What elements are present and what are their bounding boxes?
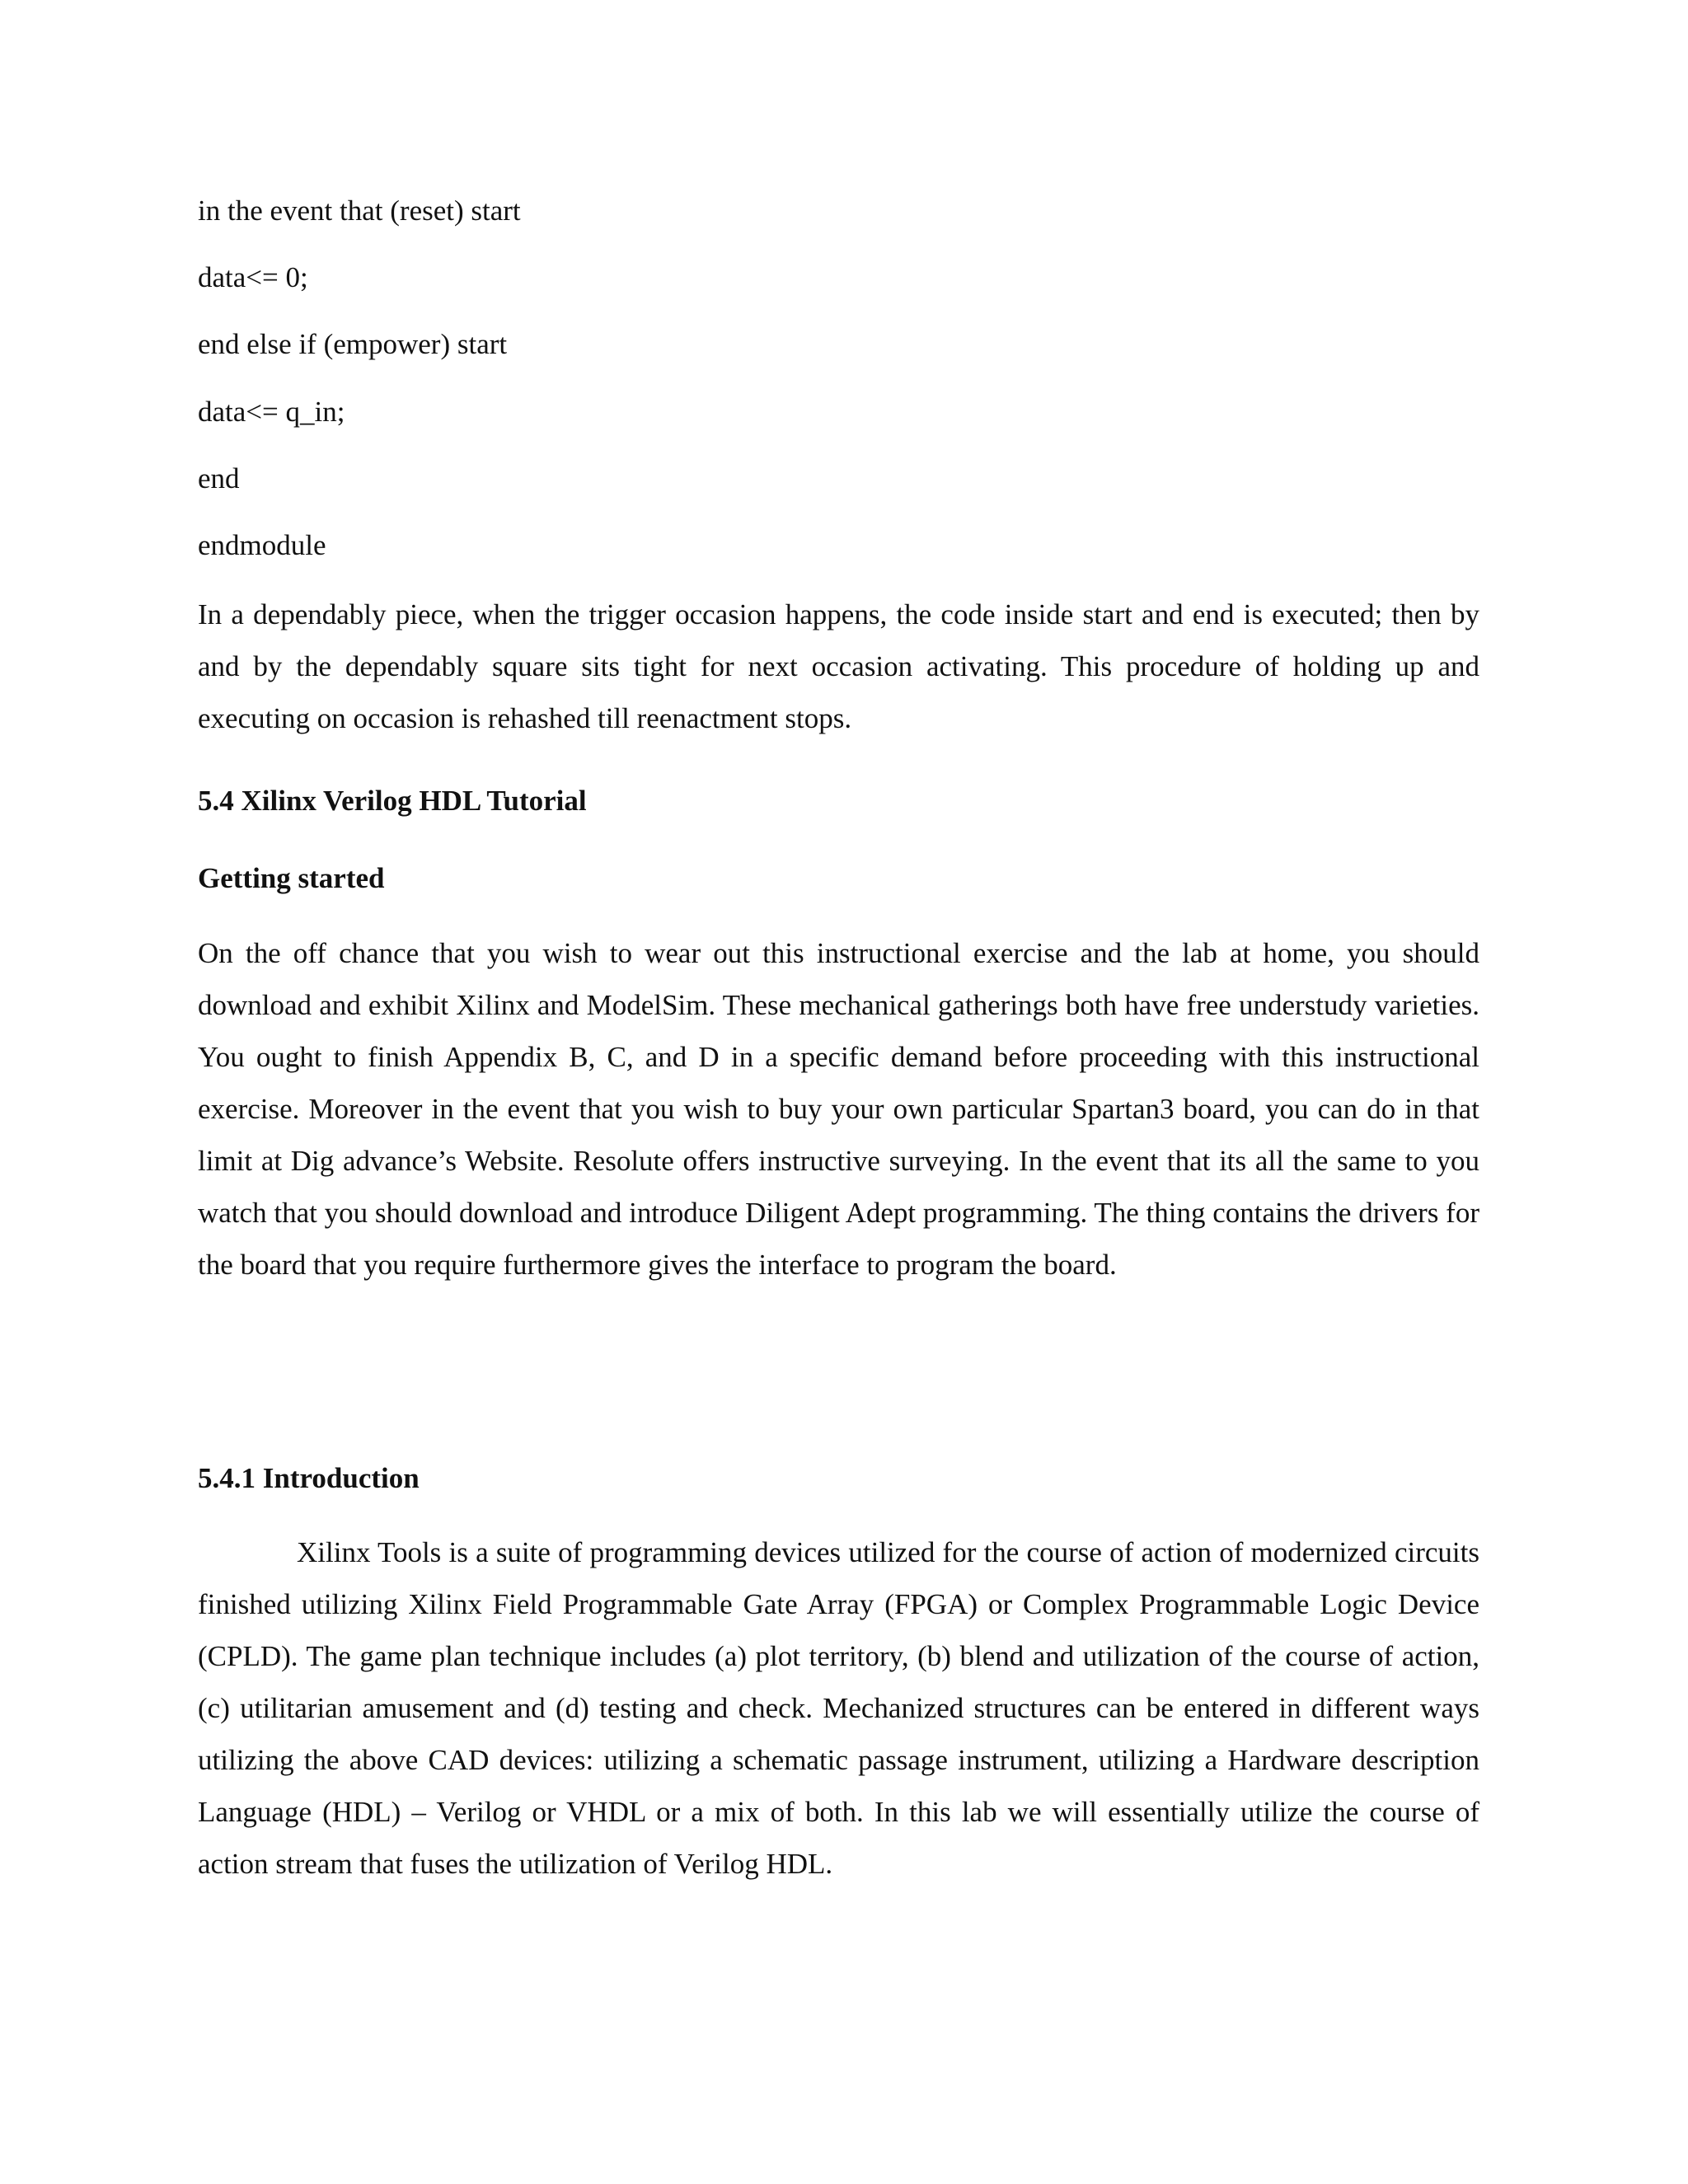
section-heading-5-4-1: 5.4.1 Introduction [198, 1462, 420, 1494]
code-line-data-qin: data<= q_in; [198, 396, 345, 428]
subheading-getting-started: Getting started [198, 862, 385, 894]
code-line-endmodule: endmodule [198, 529, 326, 561]
section-heading-5-4: 5.4 Xilinx Verilog HDL Tutorial [198, 785, 587, 817]
paragraph-getting-started: On the off chance that you wish to wear out this instructional exercise and the lab at home, you should download and exhibit Xilinx and ModelSim. These mechanical gatherings both have free understudy varieties. You ought to finish Appendix B, C, and D in a specific demand before proceeding with this instructional exercise. Moreover in the event that you wish to buy your own particular Spartan3 board, you can do in that limit at Dig advance’s Website. Resolute offers instructive surveying. In the event that its all the same to you watch that you should download and introduce Diligent Adept programming. The thing contains the drivers for the board that you require furthermore gives the interface to program the board. [198, 937, 1479, 1281]
code-line-else-if: end else if (empower) start [198, 328, 508, 360]
code-line-end: end [198, 462, 240, 494]
code-line-data-zero: data<= 0; [198, 261, 308, 293]
paragraph-introduction: Xilinx Tools is a suite of programming devices utilized for the course of action of modernized circuits finished utilizing Xilinx Field Programmable Gate Array (FPGA) or Complex Programmable Logic Device (CPLD). The game plan technique includes (a) plot territory, (b) blend and utilization of the course of action, (c) utilitarian amusement and (d) testing and check. Mechanized structures can be entered in different ways utilizing the above CAD devices: utilizing a schematic passage instrument, utilizing a Hardware description Language (HDL) – Verilog or VHDL or a mix of both. In this lab we will essentially utilize the course of action stream that fuses the utilization of Verilog HDL. [198, 1536, 1479, 1880]
code-line-reset: in the event that (reset) start [198, 194, 521, 227]
paragraph-always-block: In a dependably piece, when the trigger occasion happens, the code inside start and end is executed; then by and by the dependably square sits tight for next occasion activating. This procedure of holding up and executing on occasion is rehashed till reenactment stops. [198, 598, 1479, 734]
